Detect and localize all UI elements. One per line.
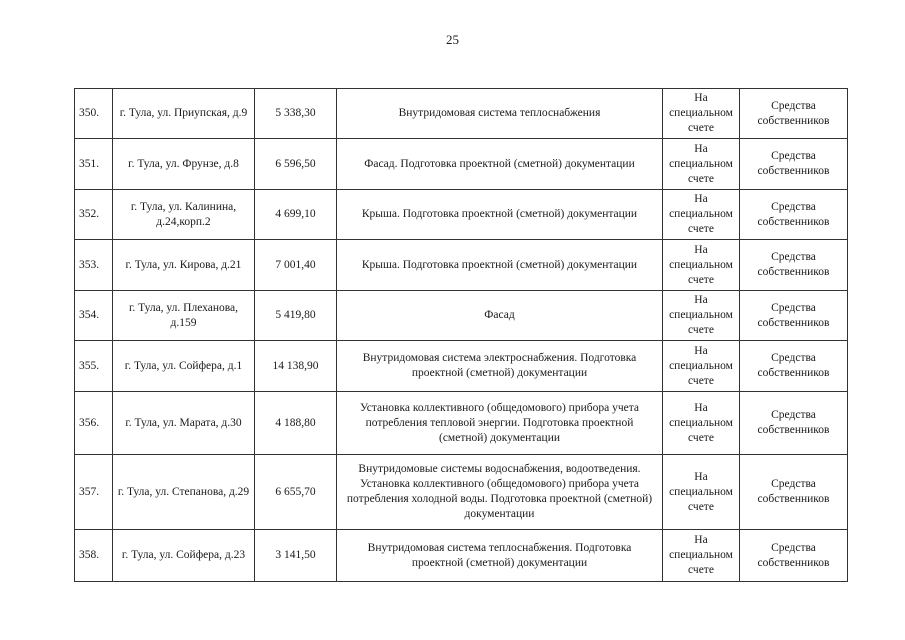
- row-number: 351.: [75, 139, 113, 190]
- row-account: На специальном счете: [663, 341, 740, 392]
- row-work-type: Внутридомовая система электроснабжения. Подготовка проектной (сметной) документации: [337, 341, 663, 392]
- row-cost: 4 188,80: [255, 392, 337, 455]
- row-account: На специальном счете: [663, 190, 740, 240]
- row-work-type: Внутридомовая система теплоснабжения: [337, 89, 663, 139]
- row-number: 350.: [75, 89, 113, 139]
- row-address: г. Тула, ул. Степанова, д.29: [113, 455, 255, 530]
- row-cost: 5 338,30: [255, 89, 337, 139]
- row-account: На специальном счете: [663, 89, 740, 139]
- row-funding-source: Средства собственников: [740, 89, 848, 139]
- table-row: [75, 455, 848, 530]
- row-work-type: Фасад: [337, 291, 663, 341]
- row-cost: 6 655,70: [255, 455, 337, 530]
- row-work-type: Внутридомовые системы водоснабжения, водоотведения. Установка коллективного (общедомового) прибора учета потребления холодной воды. Подготовка проектной (сметной) документации: [337, 455, 663, 530]
- row-funding-source: Средства собственников: [740, 341, 848, 392]
- row-number: 352.: [75, 190, 113, 240]
- row-address: г. Тула, ул. Сойфера, д.23: [113, 530, 255, 582]
- row-work-type: Фасад. Подготовка проектной (сметной) документации: [337, 139, 663, 190]
- row-cost: 5 419,80: [255, 291, 337, 341]
- row-work-type: Крыша. Подготовка проектной (сметной) документации: [337, 240, 663, 291]
- row-number: 357.: [75, 455, 113, 530]
- row-funding-source: Средства собственников: [740, 240, 848, 291]
- row-address: г. Тула, ул. Фрунзе, д.8: [113, 139, 255, 190]
- row-funding-source: Средства собственников: [740, 190, 848, 240]
- table-row: [75, 291, 848, 341]
- row-cost: 6 596,50: [255, 139, 337, 190]
- row-cost: 14 138,90: [255, 341, 337, 392]
- row-account: На специальном счете: [663, 291, 740, 341]
- table-row: [75, 392, 848, 455]
- table-row: [75, 89, 848, 139]
- row-number: 354.: [75, 291, 113, 341]
- row-funding-source: Средства собственников: [740, 530, 848, 582]
- row-number: 356.: [75, 392, 113, 455]
- row-address: г. Тула, ул. Приупская, д.9: [113, 89, 255, 139]
- row-address: г. Тула, ул. Сойфера, д.1: [113, 341, 255, 392]
- table-row: [75, 190, 848, 240]
- row-account: На специальном счете: [663, 392, 740, 455]
- row-cost: 7 001,40: [255, 240, 337, 291]
- row-account: На специальном счете: [663, 455, 740, 530]
- capital-repair-table: [74, 88, 848, 582]
- row-number: 353.: [75, 240, 113, 291]
- row-cost: 4 699,10: [255, 190, 337, 240]
- row-address: г. Тула, ул. Калинина, д.24,корп.2: [113, 190, 255, 240]
- table-row: [75, 240, 848, 291]
- row-account: На специальном счете: [663, 139, 740, 190]
- table-row: [75, 341, 848, 392]
- table-row: [75, 139, 848, 190]
- row-funding-source: Средства собственников: [740, 455, 848, 530]
- row-work-type: Установка коллективного (общедомового) прибора учета потребления тепловой энергии. Подготовка проектной (сметной) документации: [337, 392, 663, 455]
- row-work-type: Внутридомовая система теплоснабжения. Подготовка проектной (сметной) документации: [337, 530, 663, 582]
- row-address: г. Тула, ул. Плеханова, д.159: [113, 291, 255, 341]
- row-funding-source: Средства собственников: [740, 139, 848, 190]
- row-funding-source: Средства собственников: [740, 291, 848, 341]
- row-account: На специальном счете: [663, 530, 740, 582]
- row-address: г. Тула, ул. Кирова, д.21: [113, 240, 255, 291]
- row-funding-source: Средства собственников: [740, 392, 848, 455]
- row-cost: 3 141,50: [255, 530, 337, 582]
- table-row: [75, 530, 848, 582]
- row-number: 355.: [75, 341, 113, 392]
- row-account: На специальном счете: [663, 240, 740, 291]
- row-number: 358.: [75, 530, 113, 582]
- page-number: 25: [446, 32, 459, 47]
- row-address: г. Тула, ул. Марата, д.30: [113, 392, 255, 455]
- row-work-type: Крыша. Подготовка проектной (сметной) документации: [337, 190, 663, 240]
